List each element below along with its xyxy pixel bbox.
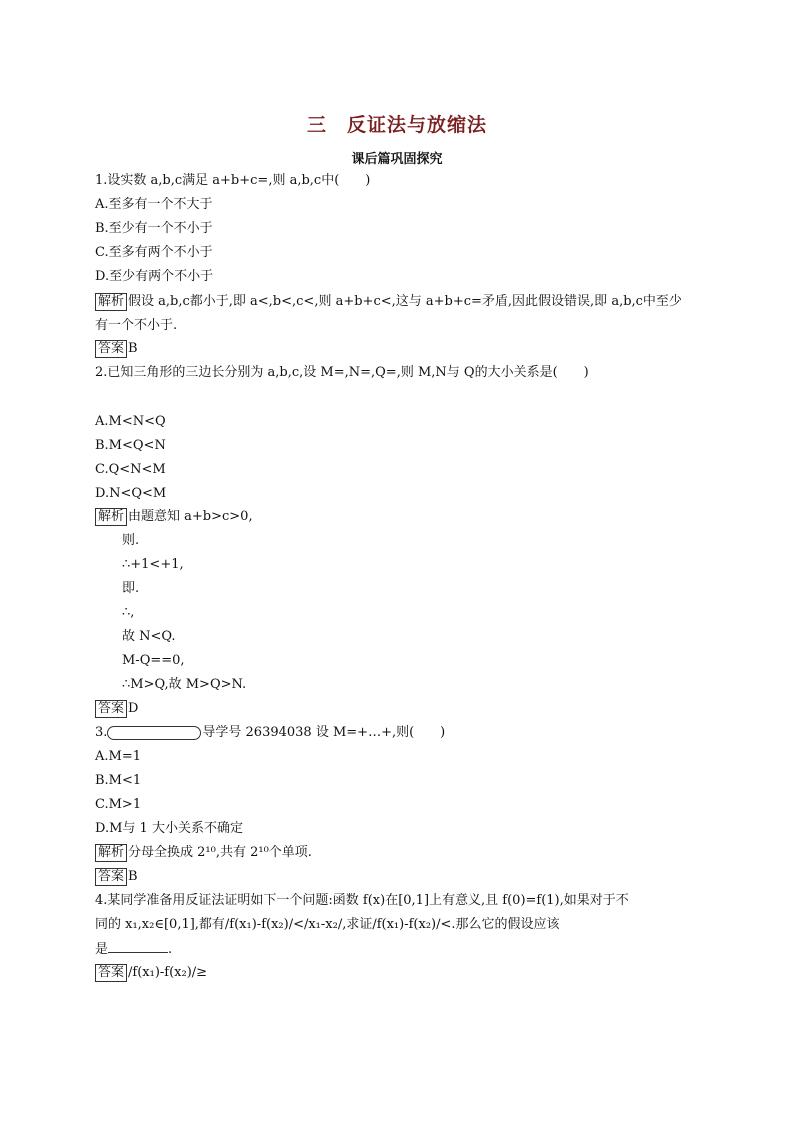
option-2b: B.M<Q<N <box>95 438 166 453</box>
option-3a: A.M=1 <box>95 749 141 764</box>
answer-3 <box>95 868 138 886</box>
analysis-2-step: ∴M>Q,故 M>Q>N. <box>122 677 247 692</box>
option-2d: D.N<Q<M <box>95 486 167 501</box>
answer-tag: 答案 <box>95 868 127 886</box>
question-1: 1.设实数 a,b,c满足 a+b+c=,则 a,b,c中( ) <box>95 173 371 188</box>
answer-1 <box>95 340 138 358</box>
answer-2 <box>95 700 138 718</box>
tag-oval-icon <box>107 726 201 740</box>
question-4: 4.某同学准备用反证法证明如下一个问题:函数 f(x)在[0,1]上有意义,且 f(0)=f(1),如果对于不 <box>95 893 629 908</box>
page-title: 三 反证法与放缩法 <box>306 114 487 136</box>
answer-3-value: B <box>128 869 138 884</box>
analysis-2 <box>95 508 253 526</box>
question-3 <box>95 724 445 742</box>
analysis-3 <box>95 844 312 862</box>
answer-4-value: /f(x₁)-f(x₂)/≥ <box>128 965 208 980</box>
analysis-2-step: ∴+1<+1, <box>122 557 184 572</box>
analysis-2-step: ∴, <box>122 605 135 620</box>
analysis-1-text: 假设 a,b,c都小于,即 a<,b<,c<,则 a+b+c<,这与 a+b+c=矛盾,因此假设错误,即 a,b,c中至少 <box>128 294 682 309</box>
question-2: 2.已知三角形的三边长分别为 a,b,c,设 M=,N=,Q=,则 M,N与 Q的大小关系是( ) <box>95 365 589 380</box>
analysis-2-step: M-Q==0, <box>122 653 185 668</box>
question-4-cont: 同的 x₁,x₂∈[0,1],都有/f(x₁)-f(x₂)/</x₁-x₂/,求证/f(x₁)-f(x₂)/<.那么它的假设应该 <box>95 917 560 932</box>
analysis-1-cont: 有一个不小于. <box>95 318 178 333</box>
option-3c: C.M>1 <box>95 797 142 812</box>
option-3d: D.M与 1 大小关系不确定 <box>95 821 243 836</box>
option-1d: D.至少有两个不小于 <box>95 269 214 284</box>
analysis-2-text: 由题意知 a+b>c>0, <box>128 509 253 524</box>
question-4-suffix: . <box>168 942 173 957</box>
analysis-2-step: 故 N<Q. <box>122 629 176 644</box>
analysis-3-text: 分母全换成 2¹⁰,共有 2¹⁰个单项. <box>128 845 312 860</box>
option-2a: A.M<N<Q <box>95 414 166 429</box>
option-1a: A.至多有一个不大于 <box>95 197 213 212</box>
answer-4 <box>95 964 207 982</box>
section-subtitle: 课后篇巩固探究 <box>351 152 443 167</box>
question-3-number: 3. <box>95 725 108 740</box>
option-3b: B.M<1 <box>95 773 142 788</box>
answer-tag: 答案 <box>95 964 127 982</box>
question-4-blank-line <box>95 940 172 959</box>
option-1b: B.至少有一个不小于 <box>95 221 213 236</box>
option-2c: C.Q<N<M <box>95 462 166 477</box>
analysis-tag: 解析 <box>95 293 127 311</box>
analysis-tag: 解析 <box>95 508 127 526</box>
analysis-1 <box>95 293 682 311</box>
question-3-text: 导学号 26394038 设 M=+…+,则( ) <box>202 725 446 740</box>
answer-tag: 答案 <box>95 340 127 358</box>
answer-blank <box>108 940 168 953</box>
answer-tag: 答案 <box>95 700 127 718</box>
answer-2-value: D <box>128 701 139 716</box>
option-1c: C.至多有两个不小于 <box>95 245 213 260</box>
analysis-2-step: 即. <box>122 581 140 596</box>
answer-1-value: B <box>128 341 138 356</box>
analysis-tag: 解析 <box>95 844 127 862</box>
analysis-2-step: 则. <box>122 533 140 548</box>
question-4-prefix: 是 <box>95 942 109 957</box>
